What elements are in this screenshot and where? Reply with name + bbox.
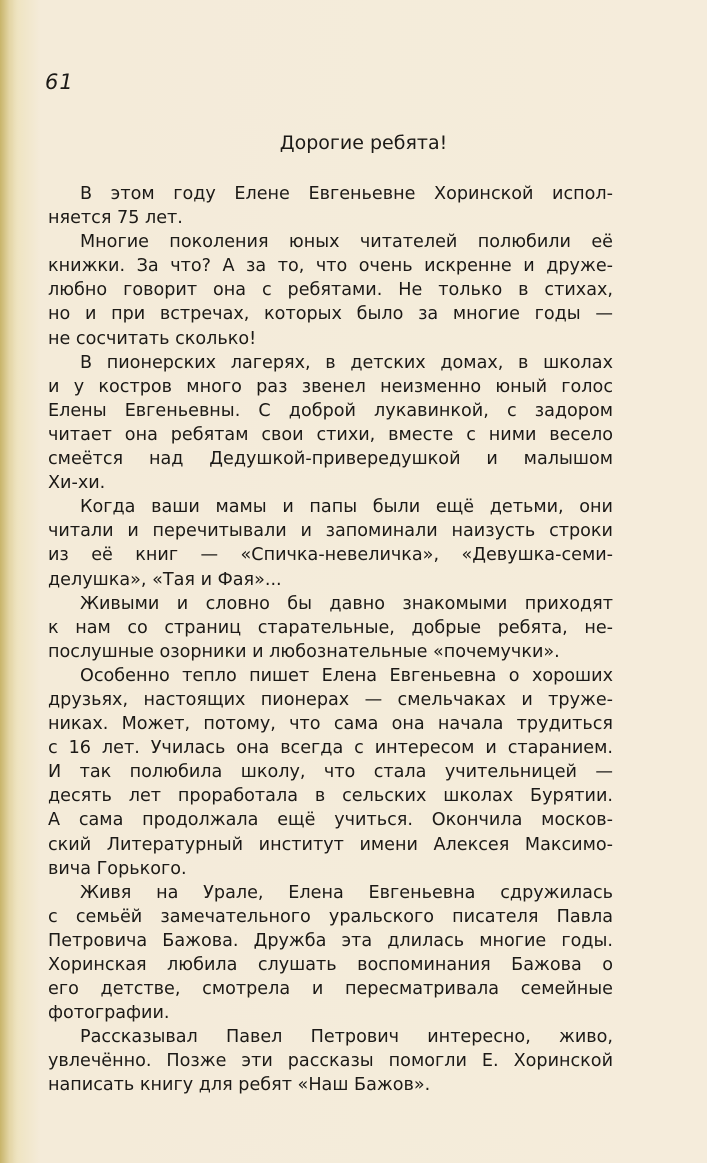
text-line: Многие поколения юных читателей полюбили её — [80, 232, 613, 253]
text-line: к нам со страниц старательные, добрые ребята, не- — [48, 617, 613, 638]
text-line: читали и перечитывали и запоминали наизусть строки — [48, 521, 613, 542]
text-line: В этом году Елене Евгеньевне Хоринской испол- — [80, 184, 613, 204]
text-line: вича Горького. — [48, 858, 187, 879]
text-line: Хи-хи. — [48, 473, 106, 494]
text-line: из её книг — «Спичка-невеличка», «Девушка-семи- — [48, 545, 613, 566]
text-line: ский Литературный институт имени Алексея Максимо- — [48, 834, 613, 855]
text-line: Петровича Бажова. Дружба эта длилась многие годы. — [48, 930, 613, 951]
text-line: десять лет проработала в сельских школах Бурятии. — [48, 786, 613, 807]
page-number: 61 — [45, 70, 74, 94]
page-binding-edge — [0, 0, 14, 1163]
text-line: любно говорит она с ребятами. Не только в стихах, — [48, 280, 613, 301]
text-line: читает она ребятам свои стихи, вместе с ними весело — [48, 424, 613, 445]
text-line: не сосчитать сколько! — [48, 328, 257, 349]
text-line: Хоринская любила слушать воспоминания Бажова о — [48, 955, 613, 975]
body-text — [48, 182, 613, 1098]
text-line: с 16 лет. Училась она всегда с интересом и старанием. — [48, 738, 613, 759]
text-line: написать книгу для ребят «Наш Бажов». — [48, 1075, 431, 1096]
text-line: друзьях, настоящих пионерах — смельчаках и труже- — [48, 689, 613, 710]
text-line: делушка», «Тая и Фая»... — [48, 569, 282, 590]
text-line: с семьёй замечательного уральского писателя Павла — [48, 906, 613, 927]
page-title: Дорогие ребята! — [279, 132, 448, 154]
text-line: няется 75 лет. — [48, 208, 183, 229]
text-line: Елены Евгеньевны. С доброй лукавинкой, с задором — [48, 400, 613, 421]
text-line: смеётся над Дедушкой-привередушкой и малышом — [48, 449, 613, 470]
text-line: и у костров много раз звенел неизменно юный голос — [48, 376, 613, 397]
text-line: Рассказывал Павел Петрович интересно, живо, — [80, 1027, 613, 1048]
text-line: книжки. За что? А за то, что очень искренне и друже- — [48, 256, 613, 277]
text-line: В пионерских лагерях, в детских домах, в школах — [80, 352, 613, 373]
text-line: Когда ваши мамы и папы были ещё детьми, они — [80, 497, 613, 518]
text-line: послушные озорники и любознательные «почемучки». — [48, 641, 560, 662]
text-line: но и при встречах, которых было за многие годы — — [48, 304, 613, 325]
text-line: увлечённо. Позже эти рассказы помогли Е. Хоринской — [48, 1051, 613, 1072]
text-line: его детстве, смотрела и пересматривала семейные — [48, 979, 613, 1000]
text-line: Живя на Урале, Елена Евгеньевна сдружилась — [80, 882, 613, 903]
text-line: Живыми и словно бы давно знакомыми приходят — [80, 593, 613, 614]
text-line: никах. Может, потому, что сама она начала трудиться — [48, 714, 613, 735]
text-line: А сама продолжала ещё учиться. Окончила москов- — [48, 810, 613, 831]
text-line: фотографии. — [48, 1003, 170, 1024]
text-line: И так полюбила школу, что стала учительницей — — [48, 762, 613, 783]
text-line: Особенно тепло пишет Елена Евгеньевна о хороших — [80, 665, 613, 686]
